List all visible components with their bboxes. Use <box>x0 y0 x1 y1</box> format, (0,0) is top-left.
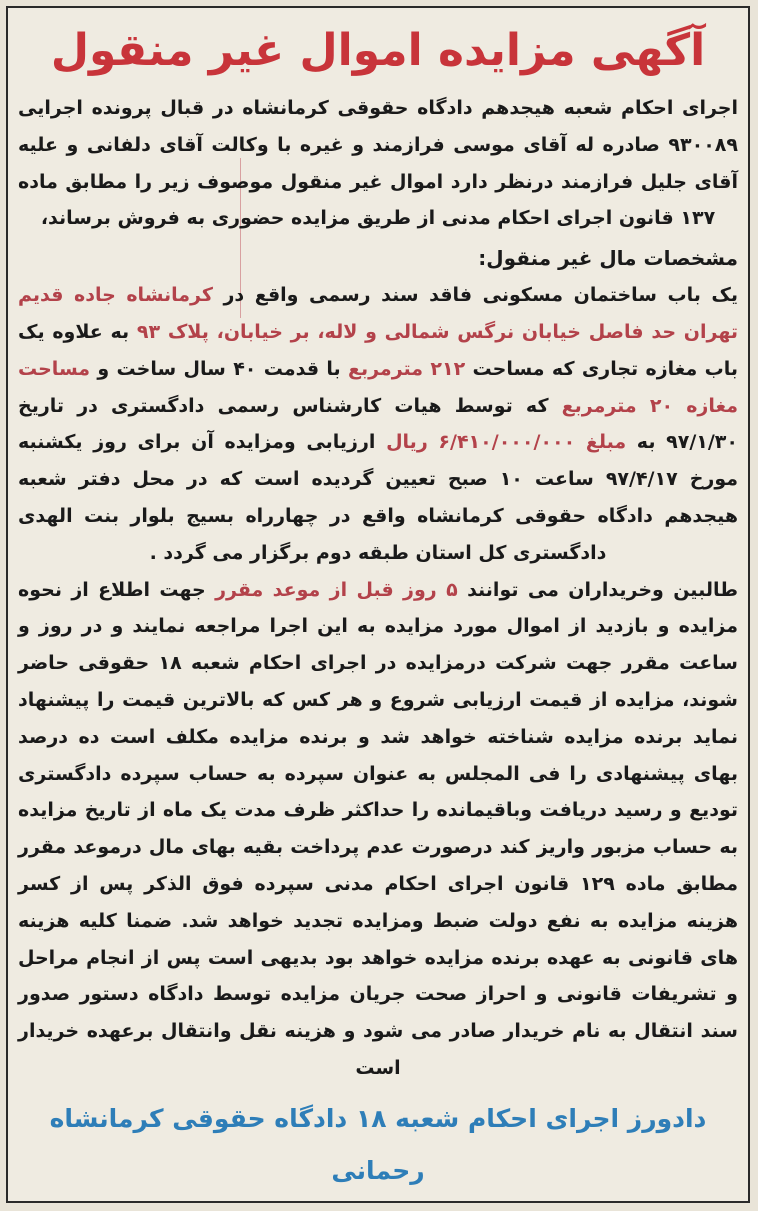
desc-text-3: با قدمت ۴۰ سال ساخت و <box>90 357 348 380</box>
intro-paragraph: اجرای احکام شعبه هیجدهم دادگاه حقوقی کرمانشاه در قبال پرونده اجرایی ۹۳۰۰۸۹ صادره له آقای موسی فرازمند و غیره با وکالت آقای دلفانی و علیه آقای جلیل فرازمند درنظر دارد اموال غیر منقول موصوف زیر را مطابق ماده ۱۳۷ قانون اجرای احکام مدنی از طریق مزایده حضوری به فروش برساند، <box>18 97 738 230</box>
signature-name: رحمانی <box>331 1155 425 1185</box>
shop-area: مساحت مغازه ۲۰ مترمربع <box>18 357 738 417</box>
desc-text-2: به علاوه یک باب مغازه تجاری که مساحت <box>18 320 738 380</box>
desc-text-5: ارزیابی ومزایده آن برای روز یکشنبه مورخ ۹۷/۴/۱۷ ساعت ۱۰ صبح تعیین گردیده است که در محل دفتر شعبه هیجدهم دادگاه حقوقی کرمانشاه واقع در چهارراه بسیج بلوار بنت الهدی دادگستری کل استان طبقه دوم برگزار می گردد . <box>18 431 739 564</box>
notice-body <box>18 14 738 1195</box>
newspaper-notice <box>6 6 750 1203</box>
signature-office: دادورز اجرای احکام شعبه ۱۸ دادگاه حقوقی کرمانشاه <box>49 1103 707 1133</box>
desc-text-1: یک باب ساختمان مسکونی فاقد سند رسمی واقع در <box>212 284 739 307</box>
terms-text-2: جهت اطلاع از نحوه مزایده و بازدید از اموال مورد مزایده به این اجرا مراجعه نمایند و در روز و ساعت مقرر جهت شرکت درمزایده در اجرای احکام شعبه ۱۸ حقوقی حاضر شوند، مزایده از قیمت ارزیابی شروع و هر کس که بالاترین قیمت را پیشنهاد نماید برنده مزایده شناخته خواهد شد و برنده مزایده مکلف است ده درصد بهای پیشنهادی را فی المجلس به عنوان سپرده به حساب سپرده دادگستری تودیع و رسید دریافت وباقیمانده را حداکثر ظرف مدت یک ماه از تاریخ مزایده به حساب مزبور واریز کند درصورت عدم پرداخت بقیه بهای مال درموعد مقرر مطابق ماده ۱۲۹ قانون اجرای احکام مدنی سپرده فوق الذکر پس از کسر هزینه مزایده به نفع دولت ضبط ومزایده تجدید خواهد شد. ضمنا کلیه هزینه های قانونی به عهده برنده مزایده خواهد بود بدیهی است پس از انجام مراحل و تشریفات قانونی و احراز صحت جریان مزایده توسط دادگاه دستور صدور سند انتقال به نام خریدار صادر می شود و هزینه نقل وانتقال برعهده خریدار است <box>18 578 738 1079</box>
notice-title: آگهی مزایده اموال غیر منقول <box>50 25 706 76</box>
property-address: کرمانشاه جاده قدیم تهران حد فاصل خیابان نرگس شمالی و لاله، بر خیابان، پلاک ۹۳ <box>18 284 738 343</box>
specs-heading: مشخصات مال غیر منقول: <box>478 246 738 271</box>
appraised-price: مبلغ ۶/۴۱۰/۰۰۰/۰۰۰ ریال <box>386 431 627 454</box>
visit-deadline: ۵ روز قبل از موعد مقرر <box>215 578 458 601</box>
property-description <box>18 277 738 571</box>
terms-text-1: طالبین وخریداران می توانند <box>457 578 738 601</box>
desc-text-4: که توسط هیات کارشناس رسمی دادگستری در تاریخ ۹۷/۱/۳۰ به <box>18 394 738 454</box>
property-area: ۲۱۲ مترمربع <box>348 357 466 380</box>
terms-paragraph <box>18 572 738 1087</box>
